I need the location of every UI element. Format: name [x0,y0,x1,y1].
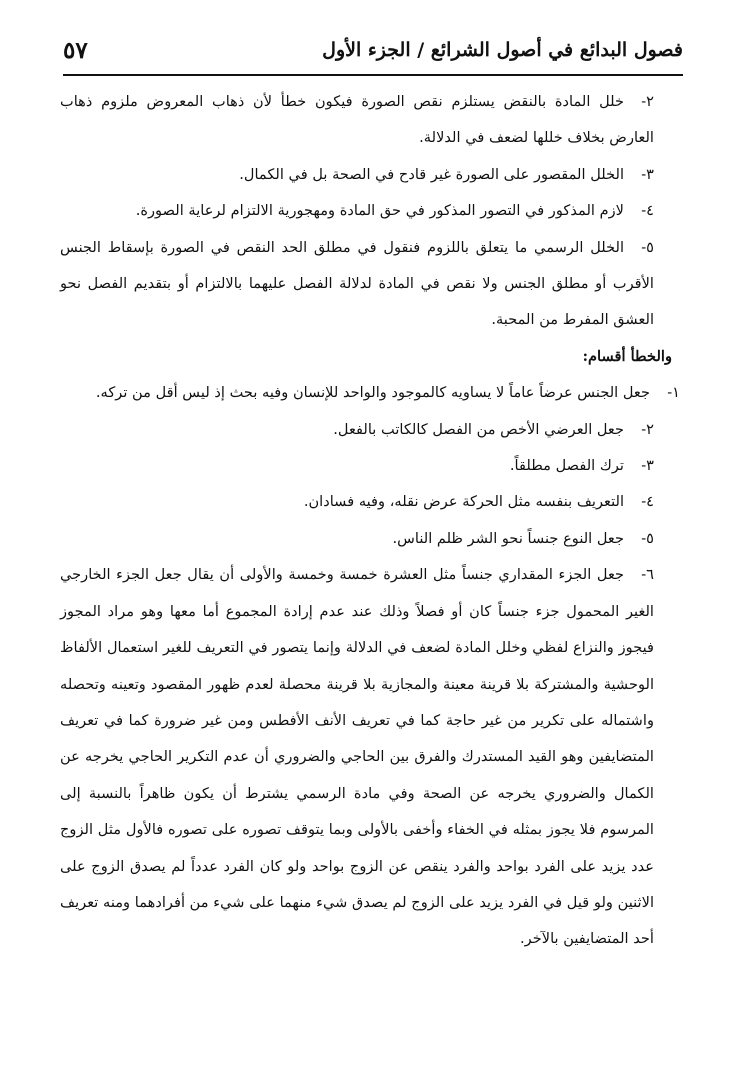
paragraph [60,412,680,448]
item-number: ١- [667,384,680,402]
paragraph [60,521,680,557]
paragraph-text: الخلل المقصور على الصورة غير قادح في الصحة بل في الكمال. [239,165,624,183]
paragraph [60,193,680,229]
item-number: ٥- [641,238,654,256]
header-rule [63,74,683,76]
header-title: فصول البدائع في أصول الشرائع / الجزء الأول [322,39,683,61]
document-body [60,84,680,958]
paragraph [60,84,680,157]
item-number: ٣- [641,457,654,475]
paragraph [60,230,680,339]
paragraph [60,448,680,484]
paragraph-text: الخلل الرسمي ما يتعلق باللزوم فنقول في مطلق الحد النقص في الصورة بإسقاط الجنس الأقرب أو مطلق الجنس ولا نقص في المادة لدلالة الفصل عليهما بالالتزام أو بتقديم الفصل نحو العشق المفرط من المحبة. [60,238,654,329]
item-number: ٢- [641,93,654,110]
paragraph-text: جعل الجزء المقداري جنساً مثل العشرة خمسة وخمسة والأولى أن يقال جعل الجزء الخارجي الغير المحمول جزء جنساً كان أو فصلاً وذلك عند عدم إرادة المجموع أما معها وهو مراد المجوز فيجوز والنزاع لفظي وخلل المادة لضعف في الدلالة وإنما يتصور في التعريف للغير استعمال الألفاظ الوحشية والمشتركة بلا قرينة معينة والمجازية بلا قرينة محصلة لعدم ظهور المقصود وتعينه وتحصله واشتماله على تكرير من غير حاجة كما في تعريف الأنف الأفطس ومن غير ضرورة كما في تعريف المتضايفين وهو القيد المستدرك والفرق بين الحاجي والضروري أن عدم التكرير الحاجي يخرجه عن الكمال والضروري يخرجه عن الصحة وفي مادة الرسمي يشترط أن يكون ظاهراً بالنسبة إلى المرسوم فلا يجوز بمثله في الخفاء وأخفى بالأولى وبما يتوقف تصوره على تصوره فالأول مثل الزوج عدد يزيد على الفرد بواحد والفرد ينقص عن الزوج بواحد ولو كان الفرد عدداً لم يصدق الزوج على الاثنين ولو قيل في الفرد يزيد على الزوج لم يصدق شيء منهما على شيء من أفرادهما ومنه تعريف أحد المتضايفين بالآخر. [60,566,654,948]
page-header [63,28,683,72]
paragraph-text: والخطأ أقسام: [582,347,672,365]
item-number: ٢- [641,420,654,438]
section-heading [60,339,680,375]
paragraph-text: خلل المادة بالنقض يستلزم نقص الصورة فيكون خطأ لأن ذهاب المعروض ملزوم ذهاب العارض بخلاف خللها لضعف في الدلالة. [60,93,654,147]
paragraph [60,484,680,520]
paragraph-text: جعل النوع جنساً نحو الشر ظلم الناس. [392,529,624,547]
item-number: ٤- [641,202,654,220]
item-number: ٥- [641,529,654,547]
paragraph-text: جعل العرضي الأخص من الفصل كالكاتب بالفعل. [333,420,624,438]
paragraph-text: لازم المذكور في التصور المذكور في حق المادة ومهجورية الالتزام لرعاية الصورة. [135,202,624,220]
paragraph-text: التعريف بنفسه مثل الحركة عرض نقله، وفيه فسادان. [303,493,624,511]
paragraph [60,157,680,193]
item-number: ٦- [641,566,654,584]
item-number: ٣- [641,165,654,183]
paragraph-text: جعل الجنس عرضاً عاماً لا يساويه كالموجود والواحد للإنسان وفيه بحث إذ ليس أقل من تركه. [95,384,650,402]
paragraph-text: ترك الفصل مطلقاً. [509,457,624,475]
item-number: ٤- [641,493,654,511]
page-number: ٥٧ [63,36,88,64]
paragraph [60,557,680,957]
paragraph [60,375,680,411]
